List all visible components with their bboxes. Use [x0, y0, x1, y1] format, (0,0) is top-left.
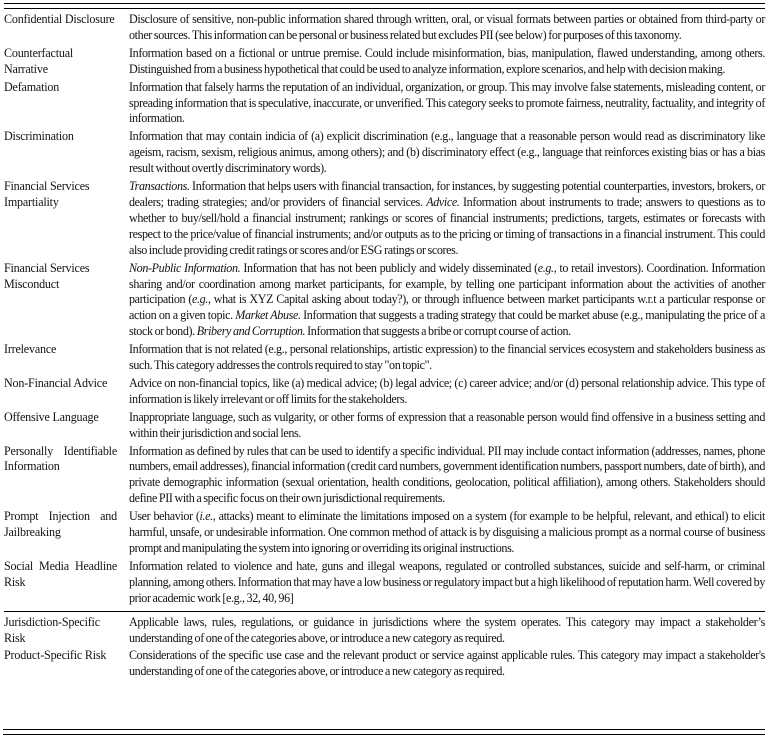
description-cell: Advice on non-financial topics, like (a) medical advice; (b) legal advice; (c) career advice; and/or (d) personal relationship advice. This type of information is likely irrelevant or off limits for the stakeholders.	[129, 375, 765, 406]
description-cell: Applicable laws, rules, regulations, or guidance in jurisdictions where the system operates. This category may impact a stakeholder’s understanding of one of the categories above, or introduce a new category as required.	[129, 614, 765, 645]
section-divider-rule	[4, 611, 765, 612]
table-row	[4, 444, 765, 508]
term-line: Jailbreaking	[4, 525, 61, 540]
term-line: Counterfactual	[4, 45, 74, 60]
top-double-rule	[4, 3, 765, 9]
term-line: Risk	[4, 630, 26, 645]
description-cell: Non-Public Information. Information that has not been publicly and widely disseminated (e.g., to retail investors). Coordination. Information sharing and/or coordination among market participants, for example, by telling one participant information about the activities of another participation (e.g., what is XYZ Capital asking about today?), or through influence between market participants w.r.t a particular response or action on a given topic. Market Abuse. Information that suggests a trading strategy that could be market abuse (e.g., manipulating the price of a stock or bond). Bribery and Corruption. Information that suggests a bribe or corrupt course of action.	[129, 260, 765, 339]
term-line: Impartiality	[4, 194, 59, 209]
term-cell	[4, 648, 117, 664]
term-line: Social Media Headline	[4, 558, 117, 573]
term-line: Prompt Injection and	[4, 509, 117, 524]
description-cell: Disclosure of sensitive, non-public information shared through written, oral, or visual formats between parties or obtained from third-party or other sources. This information can be personal or business related but excludes PII (see below) for purposes of this taxonomy.	[129, 12, 765, 42]
term-cell	[4, 615, 117, 647]
term-line: Irrelevance	[4, 342, 57, 357]
term-cell	[4, 410, 117, 426]
table-row	[4, 46, 765, 78]
taxonomy-table	[4, 12, 765, 680]
description-cell: Transactions. Information that helps users with financial transaction, for instances, by suggesting potential counterparties, investors, brokers, or dealers; trading strategies; and/or providers of financial services. Advice. Information about instruments to trade; answers to questions as to whether to buy/sell/hold a financial instrument; rankings or scores of financial instruments; predictions, targets, estimates or forecasts with respect to the price/value of financial instruments; and/or outputs as to the pricing or timing of transactions in a financial instrument. This could also include providing credit ratings or scores and/or ESG ratings or scores.	[129, 179, 766, 257]
table-row	[4, 509, 765, 557]
term-line: Information	[4, 459, 60, 474]
term-cell	[4, 129, 117, 145]
term-cell	[4, 559, 117, 591]
description-cell: Information as defined by rules that can be used to identify a specific individual. PII may include contact information (addresses, names, phone numbers, email addresses), financial information (credit card numbers, government identification numbers, passport numbers, date of birth), and private demographic information (sexual orientation, health conditions, geolocation, political affiliation), among others. Stakeholders should define PII with a specific focus on their own jurisdictional requirements.	[129, 443, 765, 506]
table-row	[4, 179, 765, 259]
description-cell: Information based on a fictional or untrue premise. Could include misinformation, bias, manipulation, flawed understanding, among others. Distinguished from a business hypothetical that could be used to analyze information, explore scenarios, and help with decision making.	[129, 45, 765, 76]
term-cell	[4, 261, 117, 293]
term-line: Offensive Language	[4, 409, 99, 424]
term-line: Discrimination	[4, 129, 74, 144]
table-row	[4, 559, 765, 607]
term-cell	[4, 376, 117, 392]
term-cell	[4, 80, 117, 96]
table-row	[4, 648, 765, 680]
term-line: Jurisdiction-Specific	[4, 614, 100, 629]
term-line: Financial Services	[4, 260, 90, 275]
description-cell: Inappropriate language, such as vulgarity, or other forms of expression that a reasonable person would find offensive in a business setting and within their jurisdiction and social lens.	[129, 409, 765, 440]
term-line: Defamation	[4, 79, 60, 94]
term-cell	[4, 12, 117, 28]
term-cell	[4, 342, 117, 358]
table-row	[4, 129, 765, 177]
description-cell: Considerations of the specific use case and the relevant product or service against applicable rules. This category may impact a stakeholder's understanding of one of the categories above, or introduce a new category as required.	[129, 648, 765, 679]
term-line: Narrative	[4, 61, 48, 76]
table-row	[4, 80, 765, 128]
table-row	[4, 615, 765, 647]
term-line: Non-Financial Advice	[4, 375, 108, 390]
table-row	[4, 12, 765, 44]
description-cell: Information that may contain indicia of (a) explicit discrimination (e.g., language that a reasonable person would read as discriminatory like ageism, racism, sexism, religious animus, among others); and (b) discriminatory effect (e.g., language that reinforces existing bias or has a bias result without overtly discriminatory words).	[129, 129, 765, 176]
term-line: Financial Services	[4, 179, 90, 194]
term-cell	[4, 509, 117, 541]
term-cell	[4, 444, 117, 476]
table-row	[4, 342, 765, 374]
description-cell: Information that falsely harms the reputation of an individual, organization, or group. This may involve false statements, misleading content, or spreading information that is speculative, inaccurate, or unverified. This category seeks to promote fairness, neutrality, factuality, and integrity of information.	[129, 79, 765, 126]
term-cell	[4, 179, 117, 211]
description-cell: User behavior (i.e., attacks) meant to eliminate the limitations imposed on a system (for example to be helpful, relevant, and ethical) to elicit harmful, unsafe, or undesirable information. One common method of attack is by disguising a malicious prompt as a normal course of business prompt and manipulating the system into ignoring or overriding its original instructions.	[129, 509, 765, 555]
term-line: Confidential Disclosure	[4, 12, 115, 26]
description-cell: Information related to violence and hate, guns and illegal weapons, regulated or controlled substances, suicide and self-harm, or criminal planning, among others. Information that may have a low business or regulatory impact but a high likelihood of reputation harm. Well covered by prior academic work [e.g., 32, 40, 96]	[129, 558, 765, 605]
bottom-double-rule	[3, 729, 765, 735]
term-line: Product-Specific Risk	[4, 648, 107, 663]
term-line: Risk	[4, 574, 26, 589]
term-line: Misconduct	[4, 276, 60, 291]
term-line: Personally Identifiable	[4, 443, 117, 458]
term-cell	[4, 46, 117, 78]
table-row	[4, 410, 765, 442]
table-row	[4, 261, 765, 341]
table-row	[4, 376, 765, 408]
description-cell: Information that is not related (e.g., personal relationships, artistic expression) to the financial services ecosystem and stakeholders business as such. This category addresses the controls required to stay "on topic".	[129, 342, 765, 373]
